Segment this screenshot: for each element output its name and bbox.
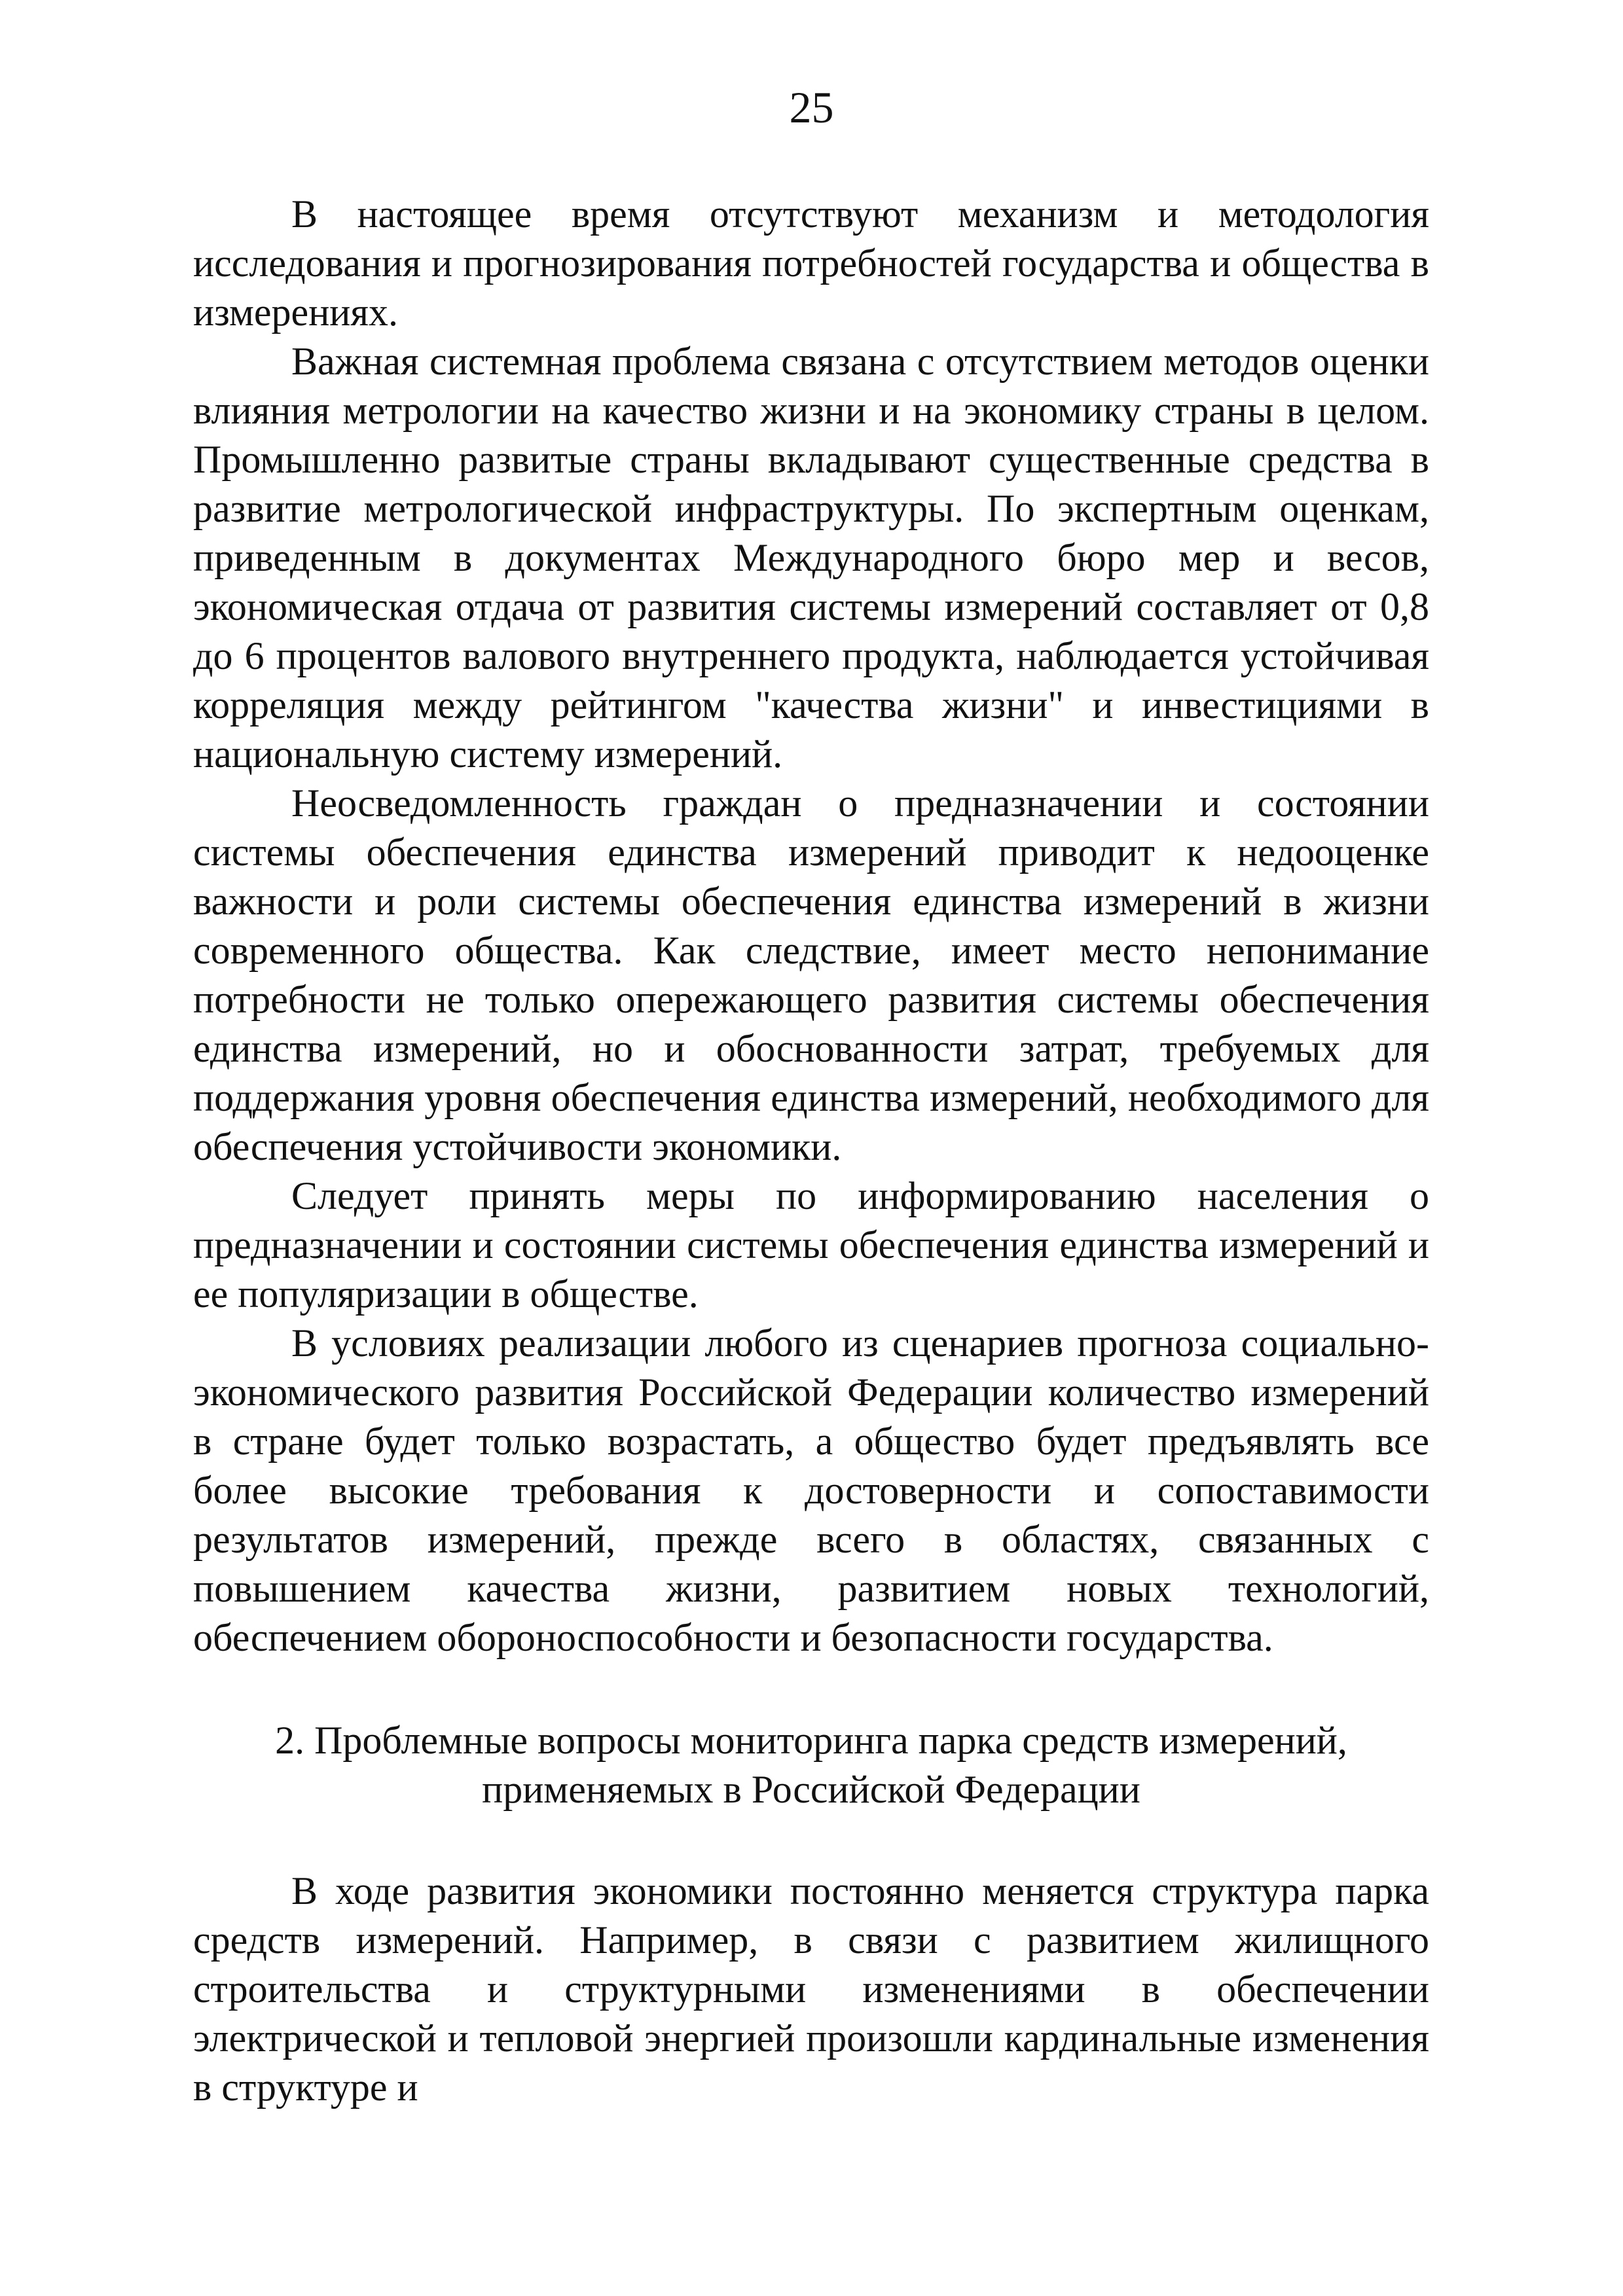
page-body <box>193 190 1429 2112</box>
section-heading-line-2: применяемых в Российской Федерации <box>482 1768 1140 1811</box>
paragraph-public-awareness: Неосведомленность граждан о предназначении и состоянии системы обеспечения единства измерений приводит к недооценке важности и роли системы обеспечения единства измерений в жизни современного общества. Как следствие, имеет место непонимание потребности не только опережающего развития системы обеспечения единства измерений, но и обоснованности затрат, требуемых для поддержания уровня обеспечения единства измерений, необходимого для обеспечения устойчивости экономики. <box>193 781 1429 1168</box>
page-number: 25 <box>789 82 834 132</box>
paragraph-development-scenarios: В условиях реализации любого из сценариев прогноза социально-экономического развития Российской Федерации количество измерений в стране будет только возрастать, а общество будет предъявлять все более высокие требования к достоверности и сопоставимости результатов измерений, прежде всего в областях, связанных с повышением качества жизни, развитием новых технологий, обеспечением обороноспособности и безопасности государства. <box>193 1321 1429 1659</box>
section-heading-line-1: 2. Проблемные вопросы мониторинга парка средств измерений, <box>275 1719 1347 1762</box>
paragraph-metrology-impact: Важная системная проблема связана с отсутствием методов оценки влияния метрологии на качество жизни и на экономику страны в целом. Промышленно развитые страны вкладывают существенные средства в развитие метрологической инфраструктуры. По экспертным оценкам, приведенным в документах Международного бюро мер и весов, экономическая отдача от развития системы измерений составляет от 0,8 до 6 процентов валового внутреннего продукта, наблюдается устойчивая корреляция между рейтингом "качества жизни" и инвестициями в национальную систему измерений. <box>193 340 1429 776</box>
section-heading <box>193 1716 1429 1814</box>
paragraph-measurement-needs: В настоящее время отсутствуют механизм и методология исследования и прогнозирования потребностей государства и общества в измерениях. <box>193 192 1429 334</box>
paragraph-popularization: Следует принять меры по информированию населения о предназначении и состоянии системы обеспечения единства измерений и ее популяризации в обществе. <box>193 1174 1429 1316</box>
paragraph-instrument-structure: В ходе развития экономики постоянно меняется структура парка средств измерений. Например, в связи с развитием жилищного строительства и структурными изменениями в обеспечении электрической и тепловой энергией произошли кардинальные изменения в структуре и <box>193 1869 1429 2109</box>
